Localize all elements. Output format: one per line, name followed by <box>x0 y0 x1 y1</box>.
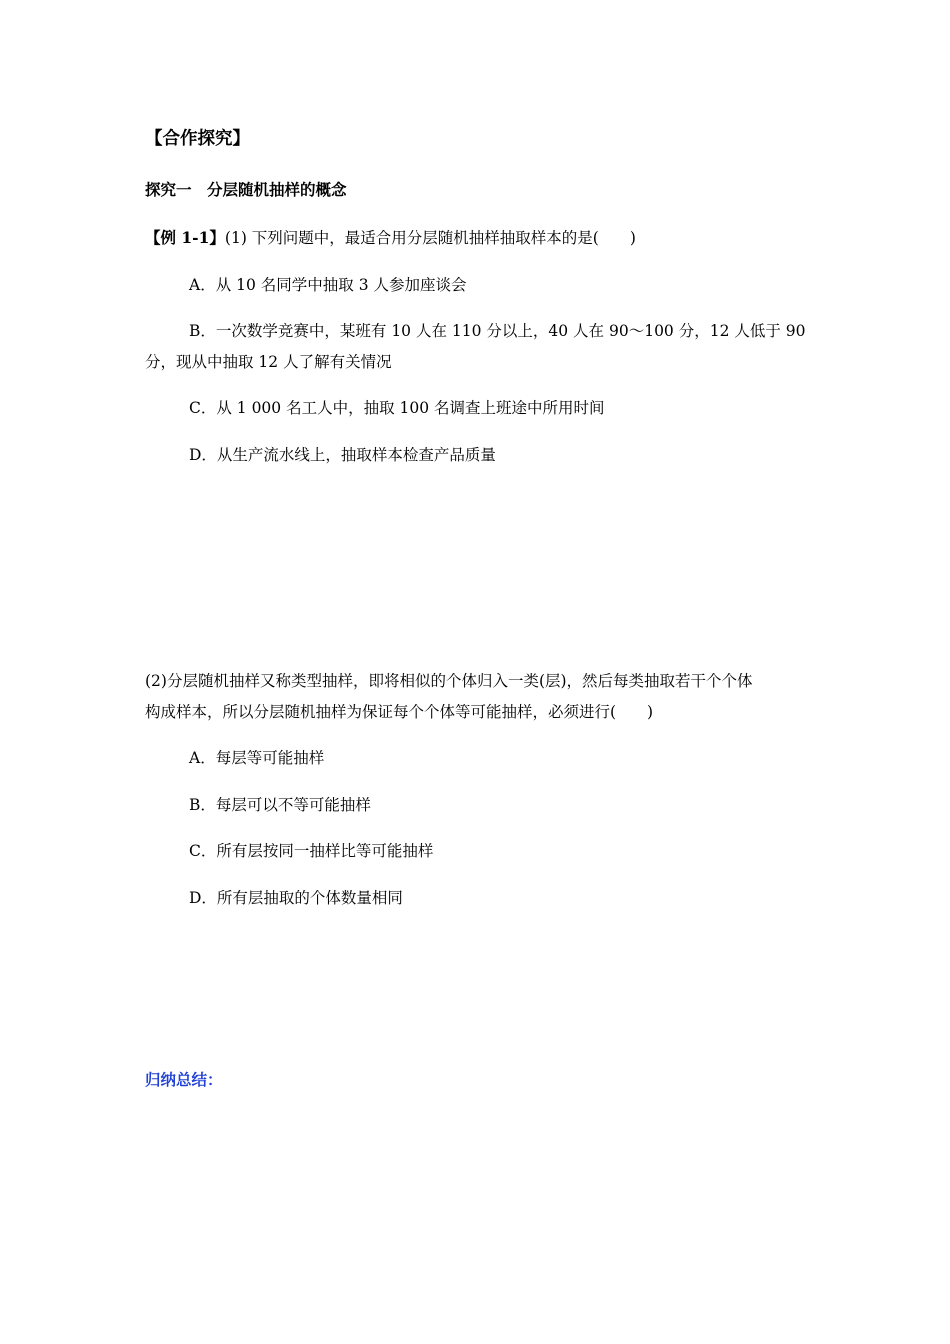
question-2-stem-line-1: (2)分层随机抽样又称类型抽样，即将相似的个体归入一类(层)，然后每类抽取若干个个体 <box>145 672 753 690</box>
question-1-stem: (1) 下列问题中，最适合用分层随机抽样抽取样本的是( ) <box>224 229 636 247</box>
section-title: 【合作探究】 <box>145 129 250 149</box>
q2-option-c: C．所有层按同一抽样比等可能抽样 <box>189 842 434 860</box>
question-2-stem-line-2: 构成样本，所以分层随机抽样为保证每个个体等可能抽样，必须进行( ) <box>145 703 654 721</box>
example-1-1-question-1 <box>145 228 636 248</box>
q2-option-b: B．每层可以不等可能抽样 <box>189 796 371 814</box>
q2-option-a: A．每层等可能抽样 <box>189 749 325 767</box>
q1-option-c: C．从 1 000 名工人中，抽取 100 名调查上班途中所用时间 <box>189 399 605 417</box>
q1-option-a: A．从 10 名同学中抽取 3 人参加座谈会 <box>189 276 467 294</box>
q2-option-d: D．所有层抽取的个体数量相同 <box>189 889 403 907</box>
q1-option-d: D．从生产流水线上，抽取样本检查产品质量 <box>189 446 496 464</box>
subsection-title: 探究一 分层随机抽样的概念 <box>145 180 347 199</box>
q1-option-b: B．一次数学竞赛中，某班有 10 人在 110 分以上，40 人在 90～100 分，12 人低于 90 <box>189 322 806 340</box>
example-label: 【例 1-1】 <box>145 228 225 247</box>
q1-option-b-continuation: 分，现从中抽取 12 人了解有关情况 <box>145 353 392 371</box>
summary-label: 归纳总结： <box>145 1070 223 1089</box>
